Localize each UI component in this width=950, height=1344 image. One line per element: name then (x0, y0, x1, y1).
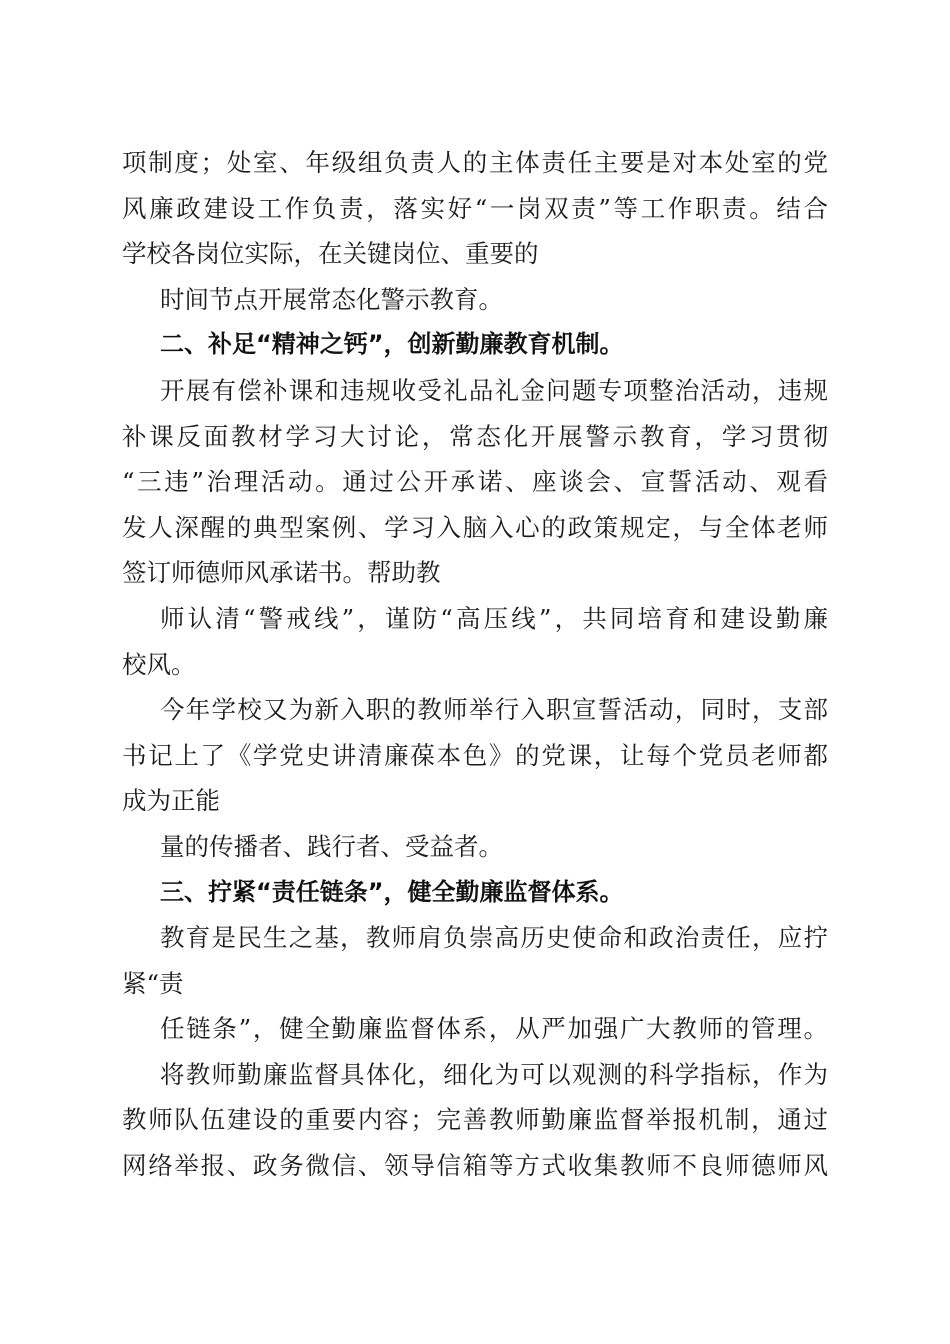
body-line: “三违”治理活动。通过公开承诺、座谈会、宣誓活动、观看 (122, 467, 828, 497)
body-line: 教师队伍建设的重要内容；完善教师勤廉监督举报机制，通过 (122, 1105, 828, 1135)
body-line: 成为正能 (122, 786, 220, 816)
body-line: 师认清“警戒线”，谨防“高压线”，共同培育和建设勤廉 (160, 603, 828, 633)
section-heading-3: 三、拧紧“责任链条”，健全勤廉监督体系。 (160, 877, 624, 906)
body-line: 发人深醒的典型案例、学习入脑入心的政策规定，与全体老师 (122, 512, 828, 542)
body-line: 学校各岗位实际，在关键岗位、重要的 (122, 239, 539, 269)
body-line: 网络举报、政务微信、领导信箱等方式收集教师不良师德师风 (122, 1151, 828, 1181)
body-line: 任链条”，健全勤廉监督体系，从严加强广大教师的管理。 (160, 1014, 828, 1044)
body-line: 开展有偿补课和违规收受礼品礼金问题专项整治活动，违规 (160, 375, 828, 405)
body-line: 紧“责 (122, 968, 184, 998)
section-heading-2: 二、补足“精神之钙”，创新勤廉教育机制。 (160, 330, 624, 359)
body-line: 项制度；处室、年级组负责人的主体责任主要是对本处室的党 (122, 148, 828, 177)
body-line: 书记上了《学党史讲清廉葆本色》的党课，让每个党员老师都 (122, 740, 828, 770)
body-line: 今年学校又为新入职的教师举行入职宣誓活动，同时，支部 (160, 695, 828, 725)
body-line: 校风。 (122, 649, 196, 679)
body-line: 将教师勤廉监督具体化，细化为可以观测的科学指标，作为 (160, 1059, 828, 1089)
body-line: 教育是民生之基，教师肩负崇高历史使命和政治责任，应拧 (160, 923, 828, 953)
body-line: 风廉政建设工作负责，落实好“一岗双责”等工作职责。结合 (122, 193, 828, 223)
document-body (122, 140, 828, 1189)
body-line: 补课反面教材学习大讨论，常态化开展警示教育，学习贯彻 (122, 421, 828, 451)
body-line: 时间节点开展常态化警示教育。 (160, 284, 503, 314)
body-line: 量的传播者、践行者、受益者。 (160, 831, 503, 861)
body-line: 签订师德师风承诺书。帮助教 (122, 558, 441, 588)
